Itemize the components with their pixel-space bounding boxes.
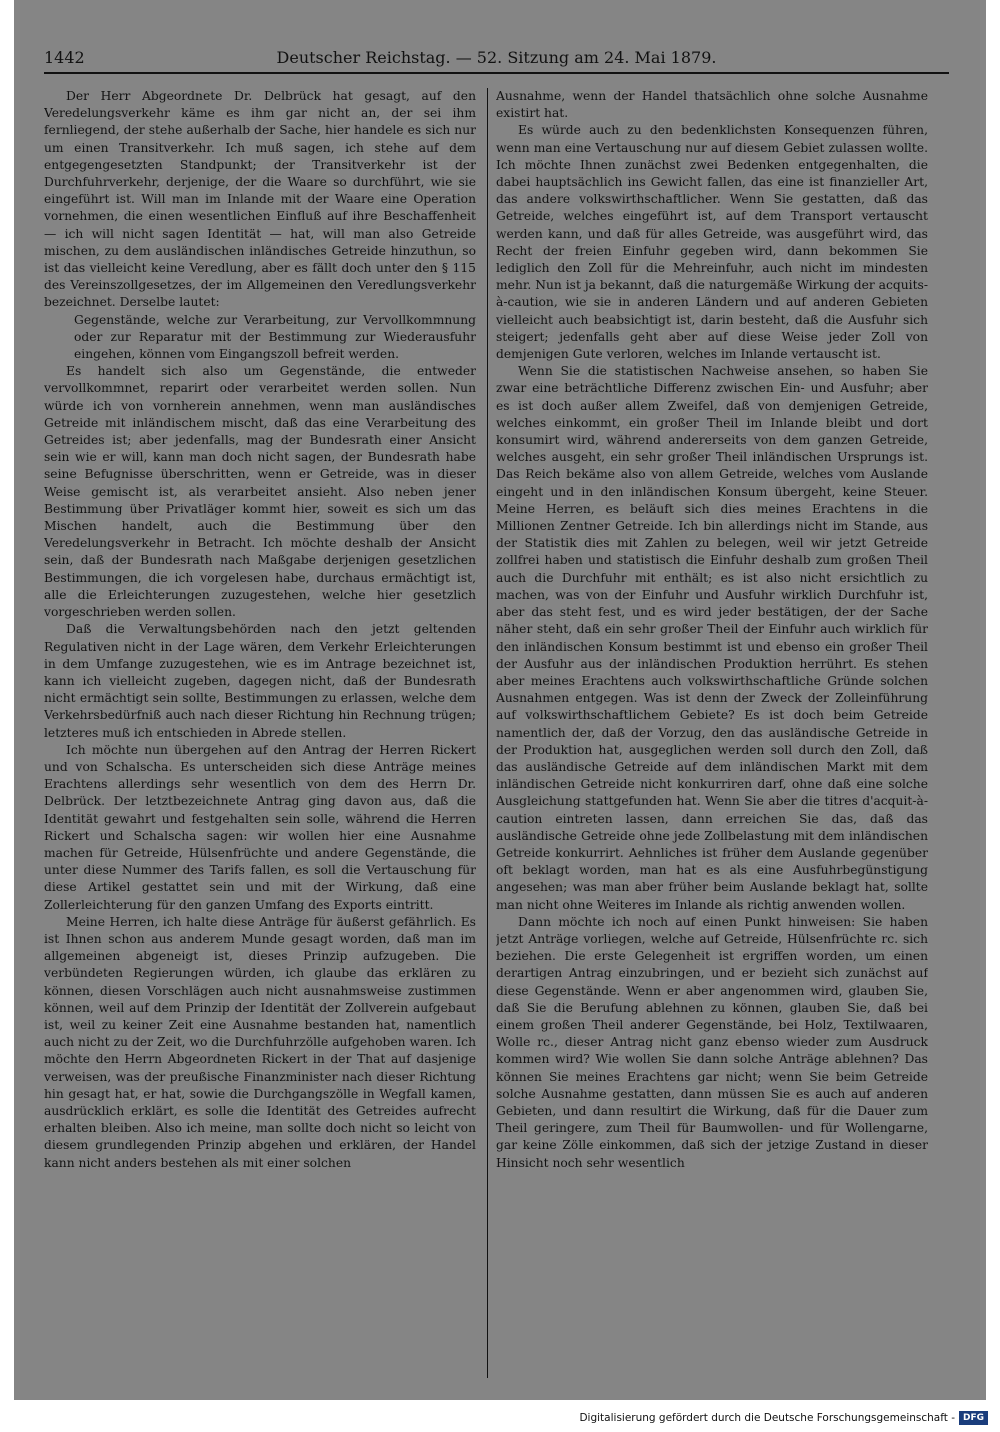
right-column — [496, 88, 928, 1378]
paragraph: Es würde auch zu den bedenklichsten Konsequenzen führen, wenn man eine Vertauschung nur auf diesem Gebiet zulassen wollte. Ich möchte Ihnen zunächst zwei Bedenken entgegenhalten, die dabei hauptsächlich ins Gewicht fallen, das eine ist finanzieller Art, das andere volkswirthschaftlicher. Wenn Sie gestatten, daß das Getreide, welches eingeführt ist, auf dem Transport vertauscht werden kann, und daß für alles Getreide, was ausgeführt wird, das Recht der freien Einfuhr gegeben wird, dann bekommen Sie lediglich den Zoll für die Mehreinfuhr, auch nicht im mindesten mehr. Nun ist ja bekannt, daß die naturgemäße Wirkung der acquits-à-caution, wie sie in anderen Ländern und auf anderen Gebieten vielleicht auch beabsichtigt ist, darin besteht, daß die Ausfuhr sich steigert; jedenfalls geht aber auf diese Weise jeder Zoll von demjenigen Gute verloren, welches im Inlande vertauscht ist. — [496, 123, 928, 362]
paragraph: Der Herr Abgeordnete Dr. Delbrück hat gesagt, auf den Veredelungsverkehr käme es ihm gar nicht an, der sei ihm fernliegend, der stehe außerhalb der Sache, hier handele es sich nur um einen Transitverkehr. Ich muß sagen, ich stehe auf dem entgegengesetzten Standpunkt; der Transitverkehr ist der Durchfuhrverkehr, derjenige, der die Waare so durchführt, wie sie eingeführt ist. Will man im Inlande mit der Waare eine Operation vornehmen, die einen wesentlichen Einfluß auf ihre Beschaffenheit — ich will nicht sagen Identität — hat, will man also Getreide mischen, zu dem ausländischen inländisches Getreide hinzuthun, so ist das vielleicht keine Veredlung, aber es fällt doch unter den § 115 des Vereinszollgesetzes, der im Allgemeinen den Veredlungsverkehr bezeichnet. Derselbe lautet: — [44, 89, 476, 310]
paragraph: Meine Herren, ich halte diese Anträge für äußerst gefährlich. Es ist Ihnen schon aus anderem Munde gesagt worden, daß man im allgemeinen abgeneigt ist, dieses Prinzip aufzugeben. Die verbündeten Regierungen würden, ich glaube das erklären zu können, diesen Vorschlägen auch nicht ausnahmsweise zustimmen können, weil auf dem Prinzip der Identität der Zollverein aufgebaut ist, weil zu keiner Zeit eine Ausnahme bestanden hat, namentlich auch nicht zu der Zeit, wo die Durchfuhrzölle aufgehoben waren. Ich möchte den Herrn Abgeordneten Rickert in der That auf dasjenige verweisen, was der preußische Finanzminister nach dieser Richtung hin gesagt hat, er hat, sowie die Durchgangszölle in Wegfall kamen, ausdrücklich erklärt, es solle die Identität des Getreides aufrecht erhalten bleiben. Also ich meine, man sollte doch nicht so leicht von diesem grundlegenden Prinzip abgehen und erklären, der Handel kann nicht anders bestehen als mit einer solchen — [44, 914, 476, 1170]
paragraph: Ich möchte nun übergehen auf den Antrag der Herren Rickert und von Schalscha. Es unterscheiden sich diese Anträge meines Erachtens allerdings sehr wesentlich von dem des Herrn Dr. Delbrück. Der letztbezeichnete Antrag ging davon aus, daß die Identität gewahrt und festgehalten sein solle, während die Herren Rickert und Schalscha sagen: wir wollen hier eine Ausnahme machen für Getreide, Hülsenfrüchte und andere Gegenstände, die unter diese Nummer des Tarifs fallen, es soll die Vertauschung für diese Artikel gestattet sein und mit der Wirkung, daß eine Zollerleichterung für den ganzen Umfang des Exports eintritt. — [44, 742, 476, 912]
paragraph: Ausnahme, wenn der Handel thatsächlich ohne solche Ausnahme existirt hat. — [496, 89, 928, 121]
quoted-statute: Gegenstände, welche zur Verarbeitung, zur Vervollkommnung oder zur Reparatur mit der Bestimmung zur Wiederausfuhr eingehen, können vom Eingangszoll befreit werden. — [74, 312, 476, 362]
footer-credit — [579, 1410, 988, 1426]
header-rule — [44, 72, 949, 74]
dfg-logo: DFG — [959, 1411, 988, 1425]
page-header — [44, 46, 949, 70]
paragraph: Es handelt sich also um Gegenstände, die entweder vervollkommnet, reparirt oder verarbeitet werden sollen. Nun würde ich von vornherein annehmen, wenn man ausländisches Getreide mit inländischem mischt, daß das eine Verarbeitung des Getreides ist; aber jedenfalls, mag der Bundesrath einer Ansicht sein wie er will, kann man doch nicht sagen, der Bundesrath habe seine Befugnisse überschritten, wenn er Getreide, was in dieser Weise gemischt ist, als verarbeitet ansieht. Also neben jener Bestimmung über Privatläger kommt hier, soweit es sich um das Mischen handelt, auch die Bestimmung über den Veredelungsverkehr in Betracht. Ich möchte deshalb der Ansicht sein, daß der Bundesrath nach Maßgabe derjenigen gesetzlichen Bestimmungen, die ich vorgelesen habe, durchaus ermächtigt ist, alle die Erleichterungen zuzugestehen, welche hier gesetzlich vorgeschrieben werden sollen. — [44, 364, 476, 620]
page-number: 1442 — [44, 48, 85, 67]
paragraph: Wenn Sie die statistischen Nachweise ansehen, so haben Sie zwar eine beträchtliche Differenz zwischen Ein- und Ausfuhr; aber es ist doch außer allem Zweifel, daß von demjenigen Getreide, welches einkommt, ein großer Theil im Inlande bleibt und dort konsumirt wird, während andererseits von dem ganzen Getreide, welches ausgeht, ein sehr großer Theil inländischen Ursprungs ist. Das Reich bekäme also von allem Getreide, welches vom Auslande eingeht und in den inländischen Konsum übergeht, keine Steuer. Meine Herren, es beläuft sich dies meines Erachtens in die Millionen Zentner Getreide. Ich bin allerdings nicht im Stande, aus der Statistik dies mit Zahlen zu belegen, weil wir jetzt Getreide zollfrei haben und statistisch die Einfuhr deshalb zum großen Theil auch die Durchfuhr mit enthält; es ist also nicht ersichtlich zu machen, was von der Einfuhr und Ausfuhr wirklich Durchfuhr ist, aber das steht fest, und es wird jeder bestätigen, der der Sache näher steht, daß ein sehr großer Theil der Einfuhr auch wirklich für den inländischen Konsum bestimmt ist und ebenso ein großer Theil der Ausfuhr aus der inländischen Produktion herrührt. Es stehen aber meines Erachtens auch volkswirthschaftliche Gründe solchen Ausnahmen entgegen. Was ist denn der Zweck der Zolleinführung auf volkswirthschaftlichem Gebiete? Es ist doch beim Getreide namentlich der, daß der Vorzug, den das ausländische Getreide in der Produktion hat, ausgeglichen werden soll durch den Zoll, daß das ausländische Getreide auf dem inländischen Markt mit dem inländischen Getreide nicht konkurriren darf, ohne daß eine solche Ausgleichung stattgefunden hat. Wenn Sie aber die titres d'acquit-à-caution eintreten lassen, dann erreichen Sie das, daß das ausländische Getreide ohne jede Zollbelastung mit dem inländischen Getreide konkurrirt. Aehnliches ist früher dem Auslande gegenüber oft beklagt worden, man hat es als eine Ausfuhrbegünstigung angesehen; was man aber früher beim Auslande beklagt hat, sollte man nicht ohne Weiteres im Inlande als richtig anwenden wollen. — [496, 364, 928, 912]
credit-text: Digitalisierung gefördert durch die Deutsche Forschungsgemeinschaft - — [579, 1412, 955, 1424]
paragraph: Dann möchte ich noch auf einen Punkt hinweisen: Sie haben jetzt Anträge vorliegen, welche auf Getreide, Hülsenfrüchte rc. sich beziehen. Die erste Gelegenheit ist ergriffen worden, um einen derartigen Antrag einzubringen, und er bezieht sich zunächst auf diese Gegenstände. Wenn er aber angenommen wird, glauben Sie, daß Sie die Berufung ablehnen zu können, glauben Sie, daß bei einem großen Theil anderer Gegenstände, bei Holz, Textilwaaren, Wolle rc., dieser Antrag nicht ganz ebenso wieder zum Ausdruck kommen wird? Wie wollen Sie dann solche Anträge ablehnen? Das können Sie meines Erachtens gar nicht; wenn Sie beim Getreide solche Ausnahme gestatten, dann müssen Sie es auch auf anderen Gebieten, und dann resultirt die Wirkung, daß für die Dauer zum Theil geringere, zum Theil für Baumwollen- und für Wollengarne, gar keine Zölle einkommen, daß sich der jetzige Zustand in dieser Hinsicht noch sehr wesentlich — [496, 914, 928, 1170]
paragraph: Daß die Verwaltungsbehörden nach den jetzt geltenden Regulativen nicht in der Lage wären, dem Verkehr Erleichterungen in dem Umfange zuzugestehen, wie es im Antrage bezeichnet ist, kann ich vielleicht zugeben, dagegen nicht, daß der Bundesrath nicht ermächtigt sein sollte, Bestimmungen zu erlassen, welche dem Verkehrsbedürfniß auch nach dieser Richtung hin Rechnung trügen; letzteres muß ich entschieden in Abrede stellen. — [44, 622, 476, 740]
left-column — [44, 88, 476, 1378]
column-divider — [487, 88, 488, 1378]
running-title: Deutscher Reichstag. — 52. Sitzung am 24. Mai 1879. — [276, 48, 717, 67]
